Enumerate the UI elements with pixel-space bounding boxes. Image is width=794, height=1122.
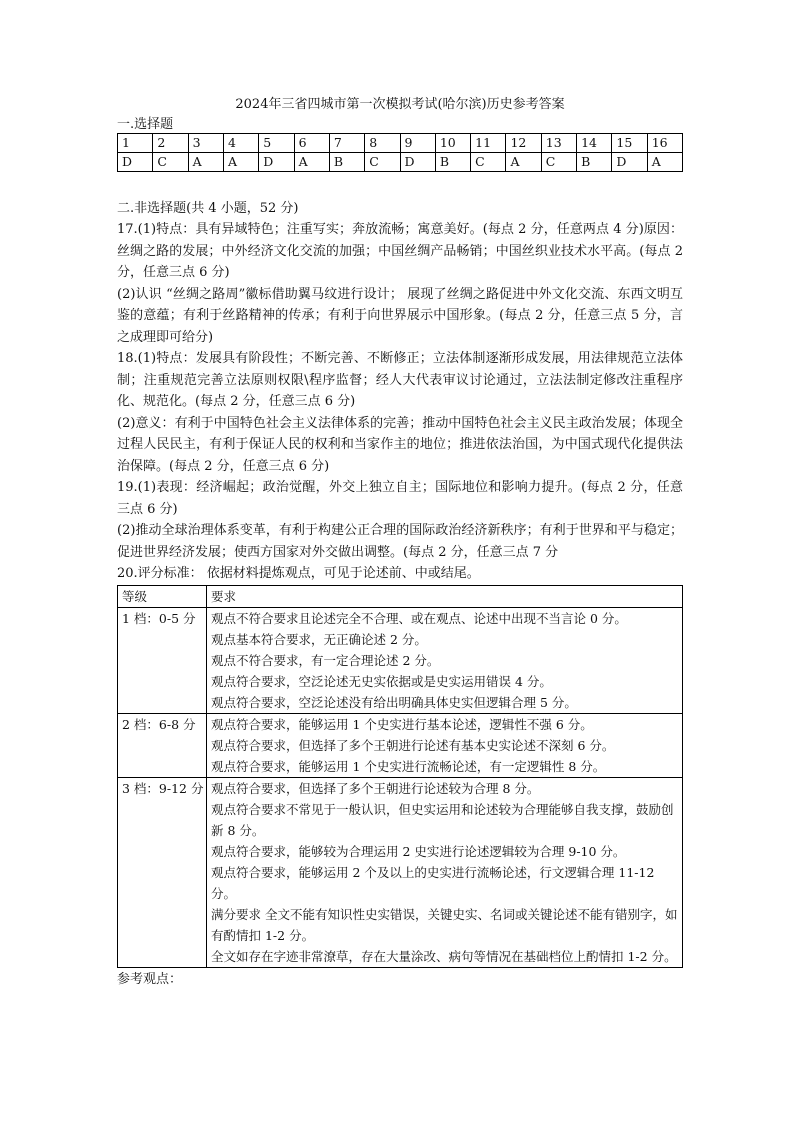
q18-part1: 18.(1)特点：发展具有阶段性；不断完善、不断修正；立法体制逐渐形成发展，用法律规范立法体制；注重规范完善立法原则权限\程序监督；经人大代表审议讨论通过，立法法制定修改注重程序化、规范化。(每点 2 分，任意三点 6 分) bbox=[117, 351, 683, 409]
choice-answer-table bbox=[117, 133, 683, 172]
question-number-cell: 10 bbox=[435, 134, 470, 153]
question-number-cell: 4 bbox=[223, 134, 258, 153]
answer-letter-cell: A bbox=[188, 153, 223, 172]
requirement-line: 观点符合要求，空泛论述无史实依据或是史实运用错误 4 分。 bbox=[211, 673, 552, 689]
question-number-cell: 5 bbox=[259, 134, 294, 153]
level-cell: 1 档：0-5 分 bbox=[118, 607, 207, 713]
question-number-cell: 8 bbox=[365, 134, 400, 153]
requirement-header: 要求 bbox=[207, 585, 683, 607]
requirement-line: 观点符合要求，能够运用 2 个及以上的史实进行流畅论述，行文逻辑合理 11-12 分。 bbox=[211, 864, 655, 901]
question-number-cell: 7 bbox=[329, 134, 364, 153]
answer-letter-cell: A bbox=[223, 153, 258, 172]
level-header: 等级 bbox=[118, 585, 207, 607]
q20-criteria: 20.评分标准： 依据材料提炼观点，可见于论述前、中或结尾。 bbox=[117, 566, 480, 581]
question-number-cell: 12 bbox=[506, 134, 541, 153]
question-number-cell: 2 bbox=[153, 134, 188, 153]
requirement-line: 观点不符合要求且论述完全不合理、或在观点、论述中出现不当言论 0 分。 bbox=[211, 610, 627, 626]
requirement-cell bbox=[207, 777, 683, 967]
requirement-line: 观点符合要求不常见于一般认识，但史实运用和论述较为合理能够自我支撑，鼓励创新 8 分。 bbox=[211, 801, 674, 838]
grading-row-level3 bbox=[118, 777, 683, 967]
answer-letter-cell: C bbox=[365, 153, 400, 172]
answer-letter-cell: D bbox=[612, 153, 647, 172]
question-number-cell: 3 bbox=[188, 134, 223, 153]
requirement-cell bbox=[207, 607, 683, 713]
requirement-line: 观点基本符合要求，无正确论述 2 分。 bbox=[211, 631, 427, 647]
requirement-line: 观点符合要求，但选择了多个王朝进行论述较为合理 8 分。 bbox=[211, 780, 540, 796]
answer-letter-cell: A bbox=[647, 153, 682, 172]
grading-header-row bbox=[118, 585, 683, 607]
answer-letter-cell: D bbox=[400, 153, 435, 172]
question-number-cell: 15 bbox=[612, 134, 647, 153]
answer-letter-cell: B bbox=[435, 153, 470, 172]
q17-part1: 17.(1)特点：具有异域特色；注重写实；奔放流畅；寓意美好。(每点 2 分，任意两点 4 分)原因：丝绸之路的发展；中外经济文化交流的加强；中国丝绸产品畅销；中国丝织业技术水平高。(每点 2 分，任意三点 6 分) bbox=[117, 222, 683, 280]
answer-letter-cell: A bbox=[294, 153, 329, 172]
answer-letter-cell: D bbox=[118, 153, 153, 172]
page-title: 2024年三省四城市第一次模拟考试(哈尔滨)历史参考答案 bbox=[235, 97, 565, 112]
question-number-cell: 13 bbox=[541, 134, 576, 153]
answer-document bbox=[117, 96, 683, 990]
section-nonchoice-heading: 二.非选择题(共 4 小题，52 分) bbox=[117, 201, 299, 216]
answer-letter-cell: C bbox=[153, 153, 188, 172]
grading-row-level1 bbox=[118, 607, 683, 713]
level-cell: 2 档：6-8 分 bbox=[118, 713, 207, 777]
answer-letter-cell: B bbox=[577, 153, 612, 172]
grading-row-level2 bbox=[118, 713, 683, 777]
grading-table bbox=[117, 585, 683, 968]
requirement-line: 观点符合要求，空泛论述没有给出明确具体史实但逻辑合理 5 分。 bbox=[211, 694, 577, 710]
question-number-cell: 1 bbox=[118, 134, 153, 153]
question-number-cell: 6 bbox=[294, 134, 329, 153]
answer-letter-cell: C bbox=[541, 153, 576, 172]
requirement-line: 观点符合要求，但选择了多个王朝进行论述有基本史实论述不深刻 6 分。 bbox=[211, 737, 615, 753]
q17-part2: (2)认识 “丝绸之路周”徽标借助翼马纹进行设计； 展现了丝绸之路促进中外文化交流、东西文明互鉴的意蕴；有利于丝路精神的传承；有利于向世界展示中国形象。(每点 2 分，任意三点 5 分，言之成理即可给分) bbox=[117, 286, 683, 345]
answer-letter-cell: C bbox=[471, 153, 506, 172]
question-number-cell: 9 bbox=[400, 134, 435, 153]
q18-part2: (2)意义：有利于中国特色社会主义法律体系的完善；推动中国特色社会主义民主政治发展；体现全过程人民民主，有利于保证人民的权利和当家作主的地位；推进依法治国，为中国式现代化提供法治保障。(每点 2 分，任意三点 6 分) bbox=[117, 415, 683, 474]
requirement-line: 观点符合要求，能够运用 1 个史实进行基本论述，逻辑性不强 6 分。 bbox=[211, 716, 593, 732]
section-choice-heading: 一.选择题 bbox=[117, 117, 174, 132]
q19-part1: 19.(1)表现：经济崛起；政治觉醒，外交上独立自主；国际地位和影响力提升。(每点 2 分，任意三点 6 分) bbox=[117, 480, 683, 517]
reference-viewpoints-label: 参考观点： bbox=[117, 971, 183, 987]
answer-letter-cell: D bbox=[259, 153, 294, 172]
q19-part2: (2)推动全球治理体系变革，有利于构建公正合理的国际政治经济新秩序；有利于世界和平与稳定；促进世界经济发展；使西方国家对外交做出调整。(每点 2 分，任意三点 7 分 bbox=[117, 523, 683, 560]
question-number-row bbox=[118, 134, 683, 153]
level-cell: 3 档：9-12 分 bbox=[118, 777, 207, 967]
answer-letter-row bbox=[118, 153, 683, 172]
requirement-line: 观点符合要求，能够较为合理运用 2 史实进行论述逻辑较为合理 9-10 分。 bbox=[211, 843, 626, 859]
answer-letter-cell: A bbox=[506, 153, 541, 172]
requirement-line: 全文如存在字迹非常潦草，存在大量涂改、病句等情况在基础档位上酌情扣 1-2 分。 bbox=[211, 948, 677, 964]
answer-letter-cell: B bbox=[329, 153, 364, 172]
requirement-line: 观点不符合要求，有一定合理论述 2 分。 bbox=[211, 652, 440, 668]
question-number-cell: 11 bbox=[471, 134, 506, 153]
question-number-cell: 16 bbox=[647, 134, 682, 153]
requirement-cell bbox=[207, 713, 683, 777]
requirement-line: 观点符合要求，能够运用 1 个史实进行流畅论述，有一定逻辑性 8 分。 bbox=[211, 758, 606, 774]
requirement-line: 满分要求 全文不能有知识性史实错误，关键史实、名词或关键论述不能有错别字，如有酌情扣 1-2 分。 bbox=[211, 906, 678, 943]
question-number-cell: 14 bbox=[577, 134, 612, 153]
